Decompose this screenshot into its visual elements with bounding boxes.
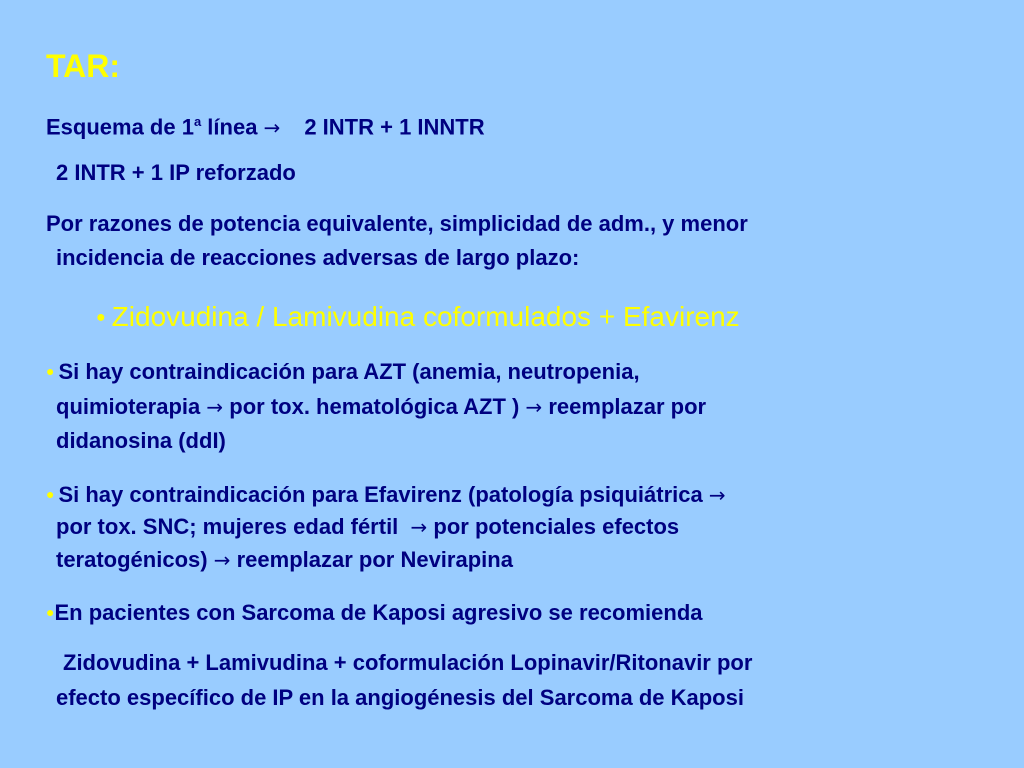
bullet-icon: ●: [46, 486, 55, 502]
azt-line-2: [56, 392, 706, 422]
azt-text-1: Si hay contraindicación para AZT (anemia, neutropenia,: [58, 359, 640, 384]
arrow-right-icon: →: [708, 483, 726, 507]
bullet-icon: ●: [96, 309, 106, 326]
kaposi-text-1: En pacientes con Sarcoma de Kaposi agresivo se recomienda: [54, 600, 703, 625]
arrow-right-icon: →: [213, 548, 231, 572]
slide-title: TAR:: [46, 48, 121, 84]
rationale-line-1: Por razones de potencia equivalente, simplicidad de adm., y menor: [46, 211, 748, 236]
kaposi-line-3: efecto específico de IP en la angiogénesis del Sarcoma de Kaposi: [56, 685, 744, 710]
efv-text-3b: reemplazar por Nevirapina: [236, 547, 513, 572]
efv-text-2b: por potenciales efectos: [433, 514, 680, 539]
azt-text-2b: por tox. hematológica AZT ): [229, 394, 520, 419]
bullet-icon: ●: [46, 363, 55, 379]
azt-text-2a: quimioterapia: [56, 394, 201, 419]
kaposi-line-2: Zidovudina + Lamivudina + coformulación Lopinavir/Ritonavir por: [63, 650, 753, 675]
azt-text-2c: reemplazar por: [548, 394, 707, 419]
efv-line-1: [46, 479, 726, 510]
arrow-right-icon: →: [206, 395, 224, 419]
arrow-right-icon: →: [263, 115, 281, 140]
esquema-line: [46, 107, 485, 142]
efv-text-3a: teratogénicos): [56, 547, 208, 572]
esquema-prefix: Esquema de 1: [46, 114, 194, 140]
efv-text-2a: por tox. SNC; mujeres edad fértil: [56, 514, 399, 539]
esquema-option-1: 2 INTR + 1 INNTR: [304, 114, 485, 140]
efv-line-3: [56, 545, 513, 575]
recommended-text: Zidovudina / Lamivudina coformulados + Efavirenz: [111, 301, 740, 332]
efv-text-1: Si hay contraindicación para Efavirenz (patología psiquiátrica: [58, 482, 703, 507]
kaposi-line-1: [46, 597, 703, 628]
bullet-icon: ●: [46, 604, 55, 620]
esquema-suffix: línea: [201, 114, 258, 140]
esquema-option-2: 2 INTR + 1 IP reforzado: [56, 160, 296, 185]
efv-line-2: [56, 512, 679, 542]
esquema-superscript: a: [193, 114, 202, 129]
rationale-line-2: incidencia de reacciones adversas de largo plazo:: [56, 245, 580, 270]
arrow-right-icon: →: [525, 395, 543, 419]
arrow-right-icon: →: [410, 515, 428, 539]
azt-line-1: [46, 356, 640, 387]
recommended-regimen: [96, 299, 740, 336]
azt-line-3: didanosina (ddI): [56, 428, 226, 453]
